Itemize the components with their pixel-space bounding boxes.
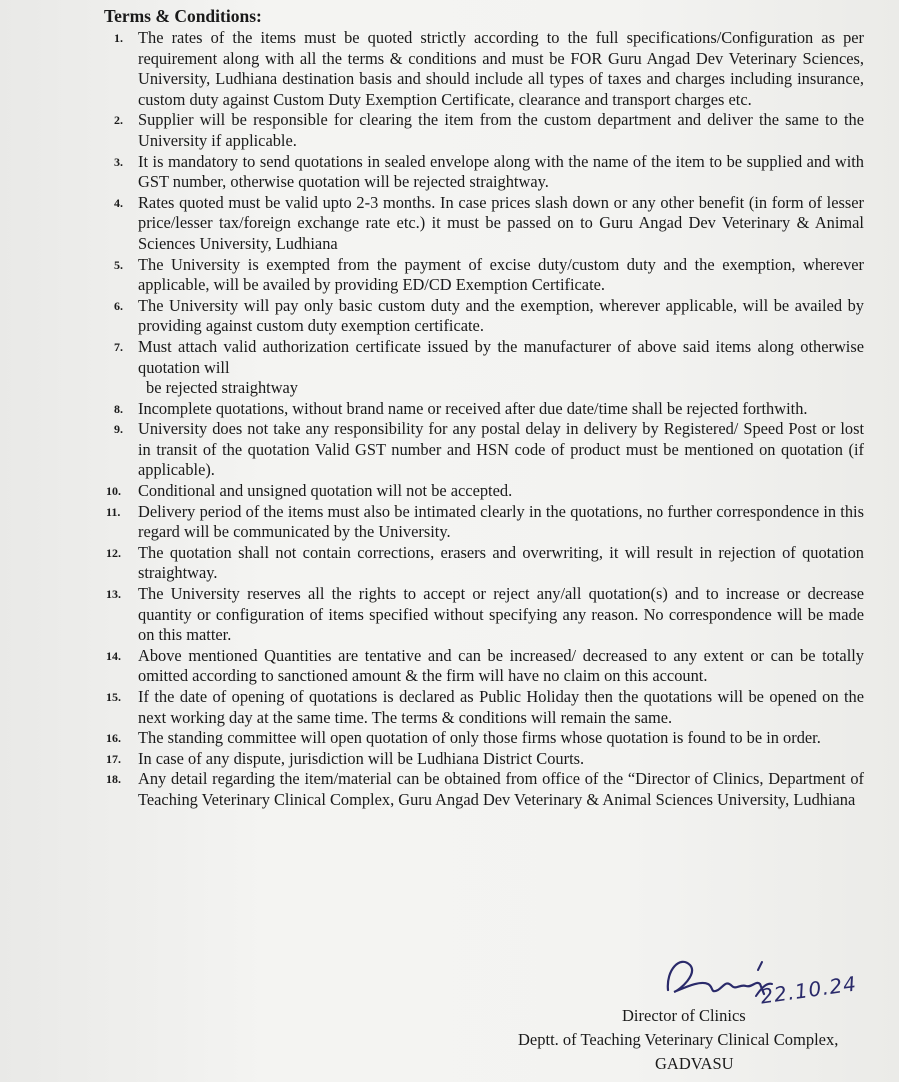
term-item	[104, 728, 864, 749]
term-number: 2.	[114, 113, 123, 128]
term-item	[104, 749, 864, 770]
term-text: Conditional and unsigned quotation will not be accepted.	[138, 481, 513, 501]
term-number: 9.	[114, 422, 123, 437]
term-text: The University reserves all the rights to accept or reject any/all quotation(s) and to increase or decrease quantity or configuration of items specified without specifying any reason. No correspondence will be made on this matter.	[138, 584, 864, 645]
term-text: Supplier will be responsible for clearing the item from the custom department and deliver the same to the University if applicable.	[138, 110, 864, 150]
term-text: If the date of opening of quotations is declared as Public Holiday then the quotations will be opened on the next working day at the same time. The terms & conditions will remain the same.	[138, 687, 864, 727]
signatory-department: Deptt. of Teaching Veterinary Clinical Complex,	[518, 1030, 839, 1049]
term-text: Above mentioned Quantities are tentative and can be increased/ decreased to any extent or can be totally omitted according to sanctioned amount & the firm will have no claim on this account.	[138, 645, 864, 686]
term-number: 15.	[106, 690, 121, 704]
term-number: 7.	[114, 339, 123, 354]
term-number: 11.	[106, 504, 121, 519]
term-text: Any detail regarding the item/material can be obtained from office of the “Director of Clinics, Department of Teaching Veterinary Clinical Complex, Guru Angad Dev Veterinary & Animal Sciences University, Ludhiana	[138, 769, 864, 809]
term-text: Incomplete quotations, without brand name or received after due date/time shall be rejected forthwith.	[138, 398, 808, 418]
term-number: 5.	[114, 257, 123, 272]
term-item	[104, 543, 864, 584]
term-text: The University is exempted from the payment of excise duty/custom duty and the exemption, wherever applicable, will be availed by providing ED/CD Exemption Certificate.	[138, 254, 864, 295]
term-number: 12.	[106, 545, 121, 560]
term-number: 1.	[114, 31, 123, 45]
term-text-continued: be rejected straightway	[146, 378, 298, 398]
term-number: 10.	[106, 484, 121, 499]
term-item	[104, 255, 864, 296]
term-number: 8.	[114, 401, 123, 416]
term-text: Must attach valid authorization certificate issued by the manufacturer of above said items along otherwise quotation will	[138, 336, 864, 377]
term-number: 3.	[114, 154, 123, 169]
signatory-organization: GADVASU	[655, 1054, 734, 1073]
term-item	[104, 646, 864, 687]
term-number: 16.	[106, 731, 121, 746]
term-number: 13.	[106, 587, 121, 602]
term-number: 4.	[114, 195, 123, 210]
term-item	[104, 419, 864, 481]
term-text: Rates quoted must be valid upto 2-3 months. In case prices slash down or any other benefit (in form of lesser price/lesser tax/foreign exchange rate etc.) it must be passed on to Guru Angad Dev Veterinary & Animal Sciences University, Ludhiana	[138, 192, 864, 253]
signatory-designation: Director of Clinics	[622, 1006, 746, 1025]
term-item	[104, 110, 864, 151]
term-number: 6.	[114, 298, 123, 313]
term-text: The quotation shall not contain corrections, erasers and overwriting, it will result in rejection of quotation straightway.	[138, 542, 864, 583]
term-item	[104, 28, 864, 110]
term-text: The rates of the items must be quoted strictly according to the full specifications/Configuration as per requirement along with all the terms & conditions and must be FOR Guru Angad Dev Veterinary Sciences, University, Ludhiana destination basis and should include all types of taxes and charges including insurance, custom duty against Custom Duty Exemption Certificate, clearance and transport charges etc.	[138, 28, 864, 109]
term-number: 18.	[106, 772, 121, 787]
term-item	[104, 193, 864, 255]
term-text: In case of any dispute, jurisdiction will be Ludhiana District Courts.	[138, 748, 585, 768]
term-item	[104, 337, 864, 399]
term-item	[104, 502, 864, 543]
term-text: It is mandatory to send quotations in sealed envelope along with the name of the item to be supplied and with GST number, otherwise quotation will be rejected straightway.	[138, 151, 864, 192]
term-text: The University will pay only basic custom duty and the exemption, wherever applicable, will be availed by providing against custom duty exemption certificate.	[138, 295, 864, 336]
term-item	[104, 584, 864, 646]
signature-date: 22.10.24	[758, 971, 859, 1009]
terms-heading: Terms & Conditions:	[104, 6, 262, 26]
term-number: 14.	[106, 648, 121, 663]
term-item	[104, 296, 864, 337]
term-item	[104, 481, 864, 502]
term-text: Delivery period of the items must also be intimated clearly in the quotations, no further correspondence in this regard will be communicated by the University.	[138, 501, 864, 542]
term-text: The standing committee will open quotation of only those firms whose quotation is found to be in order.	[138, 728, 821, 748]
term-text: University does not take any responsibility for any postal delay in delivery by Registered/ Speed Post or lost in transit of the quotation Valid GST number and HSN code of product must be mentioned on quotation (if applicable).	[138, 419, 864, 480]
terms-list	[104, 28, 864, 811]
term-item	[104, 152, 864, 193]
term-item	[104, 769, 864, 810]
term-number: 17.	[106, 751, 121, 766]
term-item	[104, 687, 864, 728]
term-item	[104, 399, 864, 420]
